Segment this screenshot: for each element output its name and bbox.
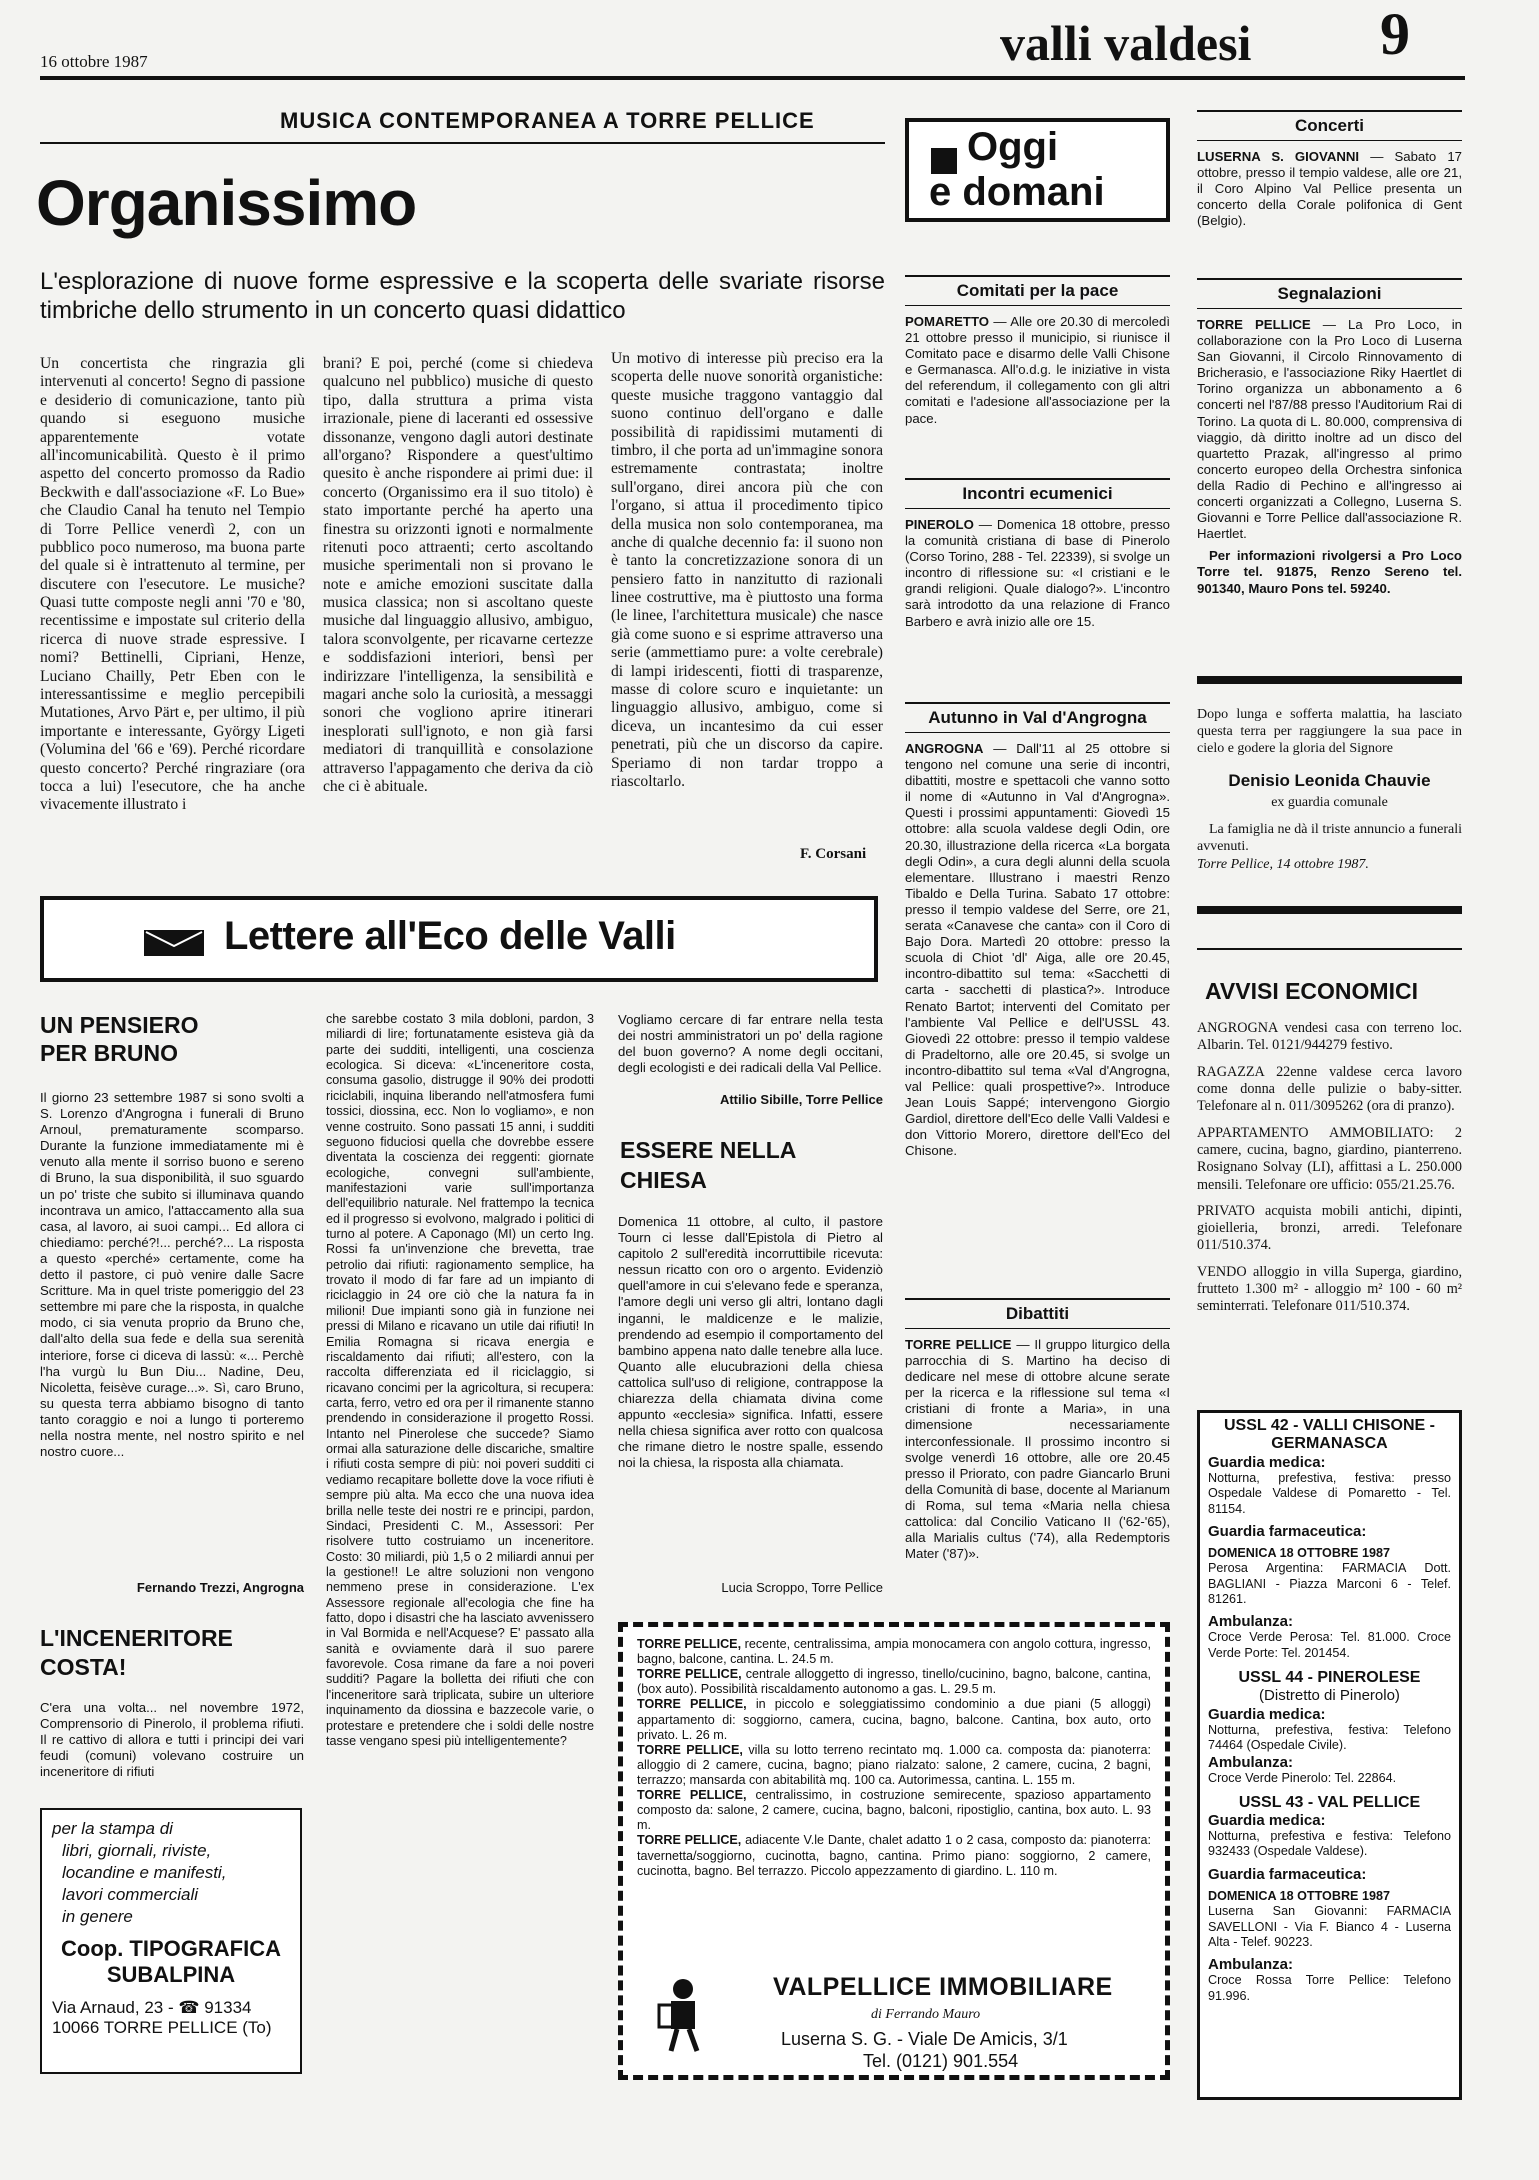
immo-name: VALPELLICE IMMOBILIARE — [773, 1973, 1113, 2001]
obit-role: ex guardia comunale — [1271, 795, 1388, 811]
ussl44-amb: Croce Verde Pinerolo: Tel. 22864. — [1208, 1770, 1397, 1785]
immo-listing — [637, 1637, 1151, 1667]
segnalazioni-lead: TORRE PELLICE — [1197, 317, 1311, 332]
incen-text-2: che sarebbe costato 3 mila dobloni, pardon, 3 miliardi di lire; fortunatamente esisteva già da parte dei sudditi, intelligenti, una coscienza ecologica. Si diceva: «L'inceneritore costa, consuma gasolio, distrugge il 90% dei prodotti riciclabili, inquina liberando nell'atmosfera fumi tossici, diossina, ecc. Non lo vogliamo», e non venne costruito. Sono passati 15 anni, i sudditi seguono fiduciosi quella che dovrebbe essere diventata la coscienza dei reggenti: giornate ecologiche, convegni sull'ambiente, manifestazioni varie sull'importanza dell'equilibrio naturale. Nel frattempo la tecnica ed il progresso si evolvono, malgrado i politici di turno al potere. A Caponago (MI) un certo Ing. Rossi fa un'invenzione che brevetta, trae petrolio dai rifiuti: ragionamento semplice, ha trovato il modo di far fare ad un impianto di riciclaggio in 24 ore ciò che la natura fa in milioni! Due impianti sono già in funzione nei pressi di Milano e ricavano un utile dai rifiuti! In Emilia Romagna si ricava energia e riscaldamento dai rifiuti; all'estero, con la raccolta differenziata ed il riciclaggio, si ricavano concimi per la agricoltura, si recupera: carta, ferro, vetro ed ora per il rimanente stanno prendendo in considerazione il progetto Rossi. Intanto nel Pinerolese che succede? Siamo ormai alla saturazione delle discariche, smaltire i rifiuti costa sempre di più: noi poveri sudditi ci vediamo recapitare bollette dove la voce rifiuti è sempre più alta. Ma ecco che una nuova idea brilla nelle teste dei nostri re e principi, pardon, Sindaci, Presidenti C. M., Assessori: Per risolvere tutto costruiamo un inceneritore. Costo: 30 miliardi, più 1,5 o 2 miliardi annui per la gestione!! Le altre soluzioni non vengono nemmeno prese in considerazione. L'ex Assessore regionale all'ecologia che fine ha fatto, dopo i disastri che ha lasciato avvenissero in Val Bormida e nell'Acquese? E' passato alla sanità e ovviamente darà il suo parere favorevole. Cosa rimane da fare a noi poveri sudditi? Pagare la bolletta dei rifiuti che con l'inceneritore sarà triplicata, subire un ulteriore inquinamento da diossina e bazzecole varie, o protestare e pretendere che i soldi delle nostre tasse vengano spesi più intelligentemente? — [326, 1012, 594, 1748]
avvisi-list — [1197, 1020, 1462, 1325]
ussl42-gf: Perosa Argentina: FARMACIA Dott. BAGLIANI - Piazza Marconi 6 - Telef. 81261. — [1208, 1561, 1451, 1606]
music-title: Organissimo — [36, 167, 417, 239]
concerti-lead: LUSERNA S. GIOVANNI — [1197, 149, 1360, 164]
dibattiti-section — [905, 1298, 1170, 1562]
segnalazioni-section — [1197, 278, 1462, 597]
ussl43-gf-date: DOMENICA 18 OTTOBRE 1987 — [1208, 1888, 1390, 1903]
comitati-text: — Alle ore 20.30 di mercoledì 21 ottobre presso il municipio, si riunisce il Comitato pace e disarmo delle Valli Chisone e Germanasca. All'o.d.g. le iniziative in vista del referendum, il collegamento con gli altri comitati e l'adesione all'associazione per la pace. — [905, 314, 1170, 426]
immobiliare-ad — [618, 1622, 1170, 2080]
immo-listing — [637, 1833, 1151, 1878]
comitati-body — [905, 314, 1170, 427]
music-subtitle: L'esplorazione di nuove forme espressive e la scoperta delle svariate risorse timbriche dello strumento in un concerto quasi didattico — [40, 268, 885, 324]
autunno-text: — Dall'11 al 25 ottobre si tengono nel comune una serie di incontri, dibattiti, mostre e spettacoli che vanno sotto il nome di «Autunno in Val d'Angrogna». Questi i prossimi appuntamenti: Giovedì 15 ottobre: alla scuola valdese degli Odin, ore 20.30, illustrazione della ricerca «La borgata degli Odin», a cura degli alunni della scuola elementare. Illustrano i maestri Renzo Tibaldo e Della Turina. Sabato 17 ottobre: presso il tempio valdese del Serre, ore 21, serata «Canavese che canta» con il Coro di Bajo Dora. Martedì 20 ottobre: presso la scuola di Chiot 'dl' Aiga, alle ore 20.45, incontro-dibattito sul tema: «Sacchetti di carta - sacchetti di plastica?». Introduce Renato Bartot; interventi del Comitato per l'ambiente Val Pellice e dell'USSL 43. Giovedì 22 ottobre: presso il tempio valdese di Pradeltorno, alle ore 20.45, si svolge un incontro-dibattito sul tema «Val d'Angrogna, val Pellice: quali prospettive?». Introduce Jean Louis Sappé; intervengono Giorgio Gardiol, direttore dell'Eco delle Valli Valdesi e don Vittorio Morero, direttore dell'Eco del Chisone. — [905, 741, 1170, 1159]
music-col-1: Un concertista che ringrazia gli intervenuti al concerto! Segno di passione e desiderio di comunicazione, tanto più quando si eseguono musiche apparentemente votate all'incomunicabilità. Questo è il primo aspetto del concerto promosso da Radio Beckwith e dall'associazione «F. Lo Bue» che Claudio Canal ha tenuto nel Tempio di Torre Pellice venerdì 2, con un pubblico poco numeroso, ma buona parte del quale si è intrattenuto al termine, per discutere con l'esecutore. Le musiche? Quasi tutte composte negli anni '70 e '80, recentissime e impostate sul criterio della ricerca di nuove strade espressive. I nomi? Bettinelli, Cipriani, Henze, Luciano Chailly, Petr Eben con le interessantissime e meglio percepibili Mutationes, Arvo Pärt e, per ultimo, il più importante e interessante, György Ligeti (Volumina del '66 e '69). Perché ricordare questo concerto? Perché ringraziare (ora tocca a lui) l'esecutore, che ha anche vivacemente illustrato i — [40, 355, 305, 814]
immo-lead: TORRE PELLICE, — [637, 1667, 742, 1682]
gf-label: Guardia farmaceutica: — [1208, 1865, 1367, 1883]
avvisi-item: VENDO alloggio in villa Superga, giardino, frutteto 1.300 m² - alloggio m² 100 - 60 m² seminterrati. Telefonare 011/510.374. — [1197, 1263, 1462, 1315]
segnalazioni-info: Per informazioni rivolgersi a Pro Loco Torre tel. 91875, Renzo Sereno tel. 901340, Mauro Pons tel. 59240. — [1197, 548, 1462, 596]
ussl42-amb: Croce Verde Perosa: Tel. 81.000. Croce Verde Porte: Tel. 201454. — [1208, 1630, 1451, 1660]
ussl43-gm: Notturna, prefestiva e festiva: Telefono 932433 (Ospedale Valdese). — [1208, 1829, 1451, 1859]
ecumenici-body — [905, 517, 1170, 630]
comitati-lead: POMARETTO — [905, 314, 990, 329]
ussl43-amb: Croce Rossa Torre Pellice: Telefono 91.996. — [1208, 1973, 1451, 2003]
chiesa-title: ESSERE NELLA CHIESA — [620, 1137, 796, 1193]
incen-title: L'INCENERITORE COSTA! — [40, 1625, 233, 1680]
amb-label: Ambulanza: — [1208, 1753, 1294, 1771]
immo-text: recente, centralissima, ampia monocamera con angolo cottura, ingresso, bagno, balcone, cantina. L. 24.5 m. — [637, 1637, 1151, 1667]
autunno-section — [905, 702, 1170, 1159]
tipografica-line: lavori commerciali — [62, 1885, 199, 1905]
dibattiti-text: — Il gruppo liturgico della parrocchia di S. Martino ha deciso di dedicare nel mese di ottobre alcune serate per la ricerca e la riflessione sul tema «I cristiani di fronte a Maria», in una dimensione necessariamente interconfessionale. Il prossimo incontro si svolge venerdì 16 ottobre, alle ore 20.45 presso il Priorato, con padre Giancarlo Bruni della Comunità di base, docente al Marianum di Roma, sul tema «Maria nella chiesa cattolica: dal Concilio Vaticano II ('62-'65), alla Marialis cultus ('74), alla Redemptoris Mater ('87)». — [905, 1337, 1170, 1562]
segnalazioni-text: — La Pro Loco, in collaborazione con la Pro Loco di Luserna San Giovanni, il Circolo Rinnovamento di Bricherasio, e l'associazione Riky Haertlet di Torino organizza un abbonamento a 6 concerti nel l'87/88 presso l'Auditorium Rai di Torino. La quota di L. 80.000, comprensiva di viaggio, dà diritto inoltre ad un disco del quartetto Prazak, all'ingresso al primo concerto europeo della Orchestra sinfonica della Radio di Pechino e all'ingresso ai concerti organizzati a Collegno, Luserna S. Giovanni e Torre Pellice dall'associazione R. Haertlet. — [1197, 317, 1462, 542]
dibattiti-body — [905, 1337, 1170, 1562]
ussl44-heading: USSL 44 - PINEROLESE — [1238, 1669, 1421, 1687]
tipografica-name-1: Coop. TIPOGRAFICA — [61, 1936, 281, 1962]
gf-label: Guardia farmaceutica: — [1208, 1522, 1367, 1540]
music-kicker: MUSICA CONTEMPORANEA A TORRE PELLICE — [280, 108, 815, 133]
tipografica-addr-1: Via Arnaud, 23 - ☎ 91334 — [52, 1998, 252, 2018]
bruno-sign: Fernando Trezzi, Angrogna — [136, 1580, 304, 1595]
immo-listing — [637, 1743, 1151, 1788]
obit-name: Denisio Leonida Chauvie — [1228, 771, 1431, 791]
avvisi-rule — [1197, 948, 1462, 950]
immo-lead: TORRE PELLICE, — [637, 1742, 743, 1757]
avvisi-item: ANGROGNA vendesi casa con terreno loc. Albarin. Tel. 0121/944279 festivo. — [1197, 1020, 1462, 1054]
dibattiti-lead: TORRE PELLICE — [905, 1337, 1012, 1352]
avvisi-item: PRIVATO acquista mobili antichi, dipinti, gioielleria, bronzi, arredi. Telefonare 011/510.374. — [1197, 1202, 1462, 1254]
obit-place: Torre Pellice, 14 ottobre 1987. — [1197, 857, 1369, 873]
gm-label: Guardia medica: — [1208, 1453, 1326, 1471]
ecumenici-heading: Incontri ecumenici — [905, 478, 1170, 509]
immo-owner: di Ferrando Mauro — [871, 2007, 981, 2022]
immo-text: adiacente V.le Dante, chalet adatto 1 o 2 casa, composto da: pianoterra: tavernetta/soggiorno, cucinotta, bagno, cantina. Primo piano: soggiorno, 2 camere, cucinotta, bagno. Bel terrazzo. Piccolo appezzamento di giardino. L. 110 m. — [637, 1833, 1151, 1878]
concerti-text: — Sabato 17 ottobre, presso il tempio valdese, alle ore 21, il Coro Alpino Val Pellice presenta un concerto della Corale polifonica di Gent (Belgio). — [1197, 149, 1462, 229]
masthead-date: 16 ottobre 1987 — [40, 52, 148, 71]
immo-text: villa su lotto terreno recintato mq. 1.000 ca. composta da: pianoterra: alloggio di 2 camere, cucina, bagno; piano rialzato: salone, 2 camere, cucina, 2 bagni, terrazzo; mansarda con abitabilità mq. 100 ca. Autorimessa, cantina. L. 155 m. — [637, 1742, 1151, 1787]
concerti-body — [1197, 149, 1462, 229]
oggi-box — [905, 118, 1170, 222]
concerti-section — [1197, 110, 1462, 229]
music-col-2: brani? E poi, perché (come si chiedeva qualcuno nel pubblico) musiche di questo tipo, dalla struttura a prima vista irrazionale, piene di laceranti ed ossessive dissonanze, vengono dagli autori destinate all'organo? Rispondere a quest'ultimo quesito è anche rispondere ai primi due: il concerto (Organissimo era il suo titolo) è stato importante perché ha aperto una finestra su orizzonti ignoti e normalmente ritenuti poco attraenti; certo ascoltando musiche sperimentali non si provano le note e amiche emozioni suscitate dalla musica classica; non si ascoltano queste musiche dal linguaggio allusivo, ambiguo, talora sconvolgente, per ricavarne certezze e soddisfazioni interiori, bensì per indirizzare l'intelligenza, la sensibilità e magari anche solo la curiosità, a messaggi sonori che vogliono aprire itinerari inesplorati sull'ignoto, e non già farsi mediatori di tranquillità e consolazione attraverso l'appagamento che deriva da ciò che ci è abituale. — [323, 355, 593, 795]
tipografica-name-2: SUBALPINA — [106, 1962, 236, 1988]
ussl42-gm: Notturna, prefestiva, festiva: presso Ospedale Valdese di Pomaretto - Tel. 81154. — [1208, 1470, 1451, 1516]
immo-lead: TORRE PELLICE, — [637, 1697, 747, 1712]
obit-text: Dopo lunga e sofferta malattia, ha lasciato questa terra per raggiungere la sua pace in cielo e godere la gloria del Signore — [1197, 707, 1462, 757]
lettere-banner-title: Lettere all'Eco delle Valli — [224, 914, 676, 958]
immo-lead: TORRE PELLICE, — [637, 1833, 742, 1848]
immo-text: in piccolo e soleggiatissimo condominio a due piani (5 alloggi) appartamento di: soggiorno, camera, cucina, bagno, balcone. Cantina, box auto, orto privato. L. 26 m. — [637, 1697, 1151, 1742]
oggi-box-line1: Oggi — [967, 125, 1059, 169]
immo-listing — [637, 1788, 1151, 1833]
immo-text: centrale alloggetto di ingresso, tinello/cucinino, bagno, balcone, cantina, (box auto). Possibilità riscaldamento autonomo a gas. L. 29.5 m. — [637, 1667, 1152, 1697]
ussl42-heading: USSL 42 - VALLI CHISONE - GERMANASCA — [1224, 1417, 1435, 1453]
gm-label: Guardia medica: — [1208, 1812, 1326, 1830]
masthead-rule — [40, 76, 1465, 80]
segnalazioni-body — [1197, 317, 1462, 542]
incen-sign: Attilio Sibille, Torre Pellice — [719, 1092, 883, 1107]
obit-family: La famiglia ne dà il triste annuncio a funerali avvenuti. — [1197, 822, 1462, 855]
incen-text-3: Vogliamo cercare di far entrare nella testa dei nostri amministratori un po' della ragione del buon governo? A nome degli occitani, degli ecologisti e dei radicali della Val Pellice. — [618, 1012, 883, 1076]
masthead-page: 9 — [1380, 1, 1410, 67]
autunno-body — [905, 741, 1170, 1159]
immo-lead: TORRE PELLICE, — [637, 1788, 747, 1803]
obit-top-rule — [1197, 676, 1462, 684]
gm-label: Guardia medica: — [1208, 1706, 1326, 1724]
envelope-icon — [144, 930, 204, 956]
ussl43-heading: USSL 43 - VAL PELLICE — [1238, 1794, 1421, 1812]
immo-tel: Tel. (0121) 901.554 — [863, 2051, 1019, 2071]
ecumenici-lead: PINEROLO — [905, 517, 974, 532]
lettere-banner — [40, 896, 878, 982]
concerti-heading: Concerti — [1197, 110, 1462, 141]
music-col-3: Un motivo di interesse più preciso era la scoperta delle nuove sonorità organistiche: queste musiche traggono vantaggio dal suono continuo dell'organo e dalle possibilità di rapidissimi mutamenti di timbro, il che porta ad un'immagine sonora estremamente contrastata; inoltre sull'organo, direi ancora più che con l'organo, si attua il procedimento tipico della musica non solo contemporanea, ma anche di qualche decennio fa: il suono non è tanto la concretizzazione sonora di un pensiero fatto in nanzitutto di razionali linee costruttive, ma è piuttosto una forma (le linee, l'architettura musicale) che nasce già come suono e si esprime attraverso una serie (ammettiamo pure: a volte cerebrale) di lampi iridescenti, fiotti di trasparenze, masse di colore scuro e inquietante: un linguaggio allusivo, ambiguo, come si diceva, un incantesimo da cui esser penetrati, più che un discorso da capire. Speriamo di non tardar troppo a riascoltarlo. — [611, 350, 883, 790]
bruno-text: Il giorno 23 settembre 1987 si sono svolti a S. Lorenzo d'Angrogna i funerali di Bruno Arnoul, prematuramente scomparso. Durante la funzione immediatamente mi è venuto alla mente il sorriso buono e sereno di Bruno, la sua disponibilità, il suo sguardo un po' triste che subito si illuminava quando incontrava un amico, l'attaccamento alla sua casa, al lavoro, ai suoi campi... Ed allora ci chiediamo: perché?!... perché?... La risposta a questo «perché» certamente, come ha detto il pastore, ci può venire dalle Sacre Scritture. Ma in quel triste pomeriggio del 23 settembre mi pare che la risposta, in qualche modo, ci sia venuta proprio da Bruno che, dall'alto della sua fede e della sua serenità interiore, forse ci diceva di lassù: «... Perchè l'ha vurgù lu Bun Diu... Nadine, Deu, Nicoletta, feisève curage...». Sì, caro Bruno, su questa terra abbiamo bisogno di tanto tanto coraggio e noi a lungo ti porteremo nella nostra mente, nel nostro spirito e nel nostro cuore... — [40, 1090, 304, 1460]
amb-label: Ambulanza: — [1208, 1956, 1294, 1974]
immo-text: centralissimo, in costruzione semirecente, spazioso appartamento composto da: salone, 2 camere, cucina, bagno, balconi, ripostiglio, cantina, box auto. L. 93 m. — [637, 1788, 1151, 1833]
ussl42-gf-date: DOMENICA 18 OTTOBRE 1987 — [1208, 1545, 1390, 1560]
obituary — [1197, 706, 1462, 873]
avvisi-heading: AVVISI ECONOMICI — [1205, 978, 1418, 1004]
immo-addr: Luserna S. G. - Viale De Amicis, 3/1 — [781, 2029, 1068, 2049]
tipografica-line: locandine e manifesti, — [62, 1863, 227, 1883]
autunno-lead: ANGROGNA — [905, 741, 984, 756]
tipografica-addr-2: 10066 TORRE PELLICE (To) — [52, 2018, 272, 2038]
ussl43-gf: Luserna San Giovanni: FARMACIA SAVELLONI - Via F. Bianco 4 - Luserna Alta - Telef. 90223. — [1208, 1904, 1451, 1949]
ussl44-gm: Notturna, prefestiva, festiva: Telefono 74464 (Ospedale Civile). — [1208, 1723, 1451, 1753]
segnalazioni-heading: Segnalazioni — [1197, 278, 1462, 309]
chiesa-sign: Lucia Scroppo, Torre Pellice — [721, 1580, 883, 1595]
chiesa-text: Domenica 11 ottobre, al culto, il pastore Tourn ci lesse dall'Epistola di Pietro al capitolo 2 sull'eredità incorruttibile ricevuta: nessun ricatto con oro o argento. Evidenziò quell'amore in cui s'elevano fede e speranza, l'amore degli uni verso gli altri, lontano dagli inganni, le maldicenze e le malizie, prendendo ad esempio il comportamento del bambino appena nato dalle tenebre alla luce. Quanto alle elucubrazioni della chiesa cattolica sull'uso di religione, contrappose la chiarezza della chiamata divina come appunto «ecclesia» significa. Infatti, essere nella chiesa significa aver rotto con qualcosa che rimane dietro le nostre spalle, essendo noi la chiesa, la risposta alla chiamata. — [618, 1214, 883, 1471]
music-kicker-rule — [40, 142, 885, 144]
avvisi-item: RAGAZZA 22enne valdese cerca lavoro come donna delle pulizie o baby-sitter. Telefonare al n. 011/3095262 (ora di pranzo). — [1197, 1063, 1462, 1115]
immo-listing — [637, 1667, 1151, 1697]
comitati-section — [905, 275, 1170, 427]
tipografica-line: libri, giornali, riviste, — [62, 1841, 212, 1861]
ecumenici-text: — Domenica 18 ottobre, presso la comunità cristiana di base di Pinerolo (Corso Torino, 288 - Tel. 22339), si svolge un incontro di riflessione su: «I cristiani e le grandi religioni. Quale dialogo?». L'incontro sarà introdotto da una relazione di Franco Barbero e avrà inizio alle ore 15. — [905, 517, 1170, 629]
autunno-heading: Autunno in Val d'Angrogna — [905, 702, 1170, 733]
tipografica-ad — [40, 1808, 302, 2074]
amb-label: Ambulanza: — [1208, 1613, 1294, 1631]
immo-listing — [637, 1697, 1151, 1742]
comitati-heading: Comitati per la pace — [905, 275, 1170, 306]
avvisi-item: APPARTAMENTO AMMOBILIATO: 2 camere, cucina, bagno, giardino, pianterreno. Rosignano Solvay (LI), affittasi a L. 250.000 mensili. Telefonare ore ufficio: 055/21.25.76. — [1197, 1124, 1462, 1193]
tipografica-line: in genere — [62, 1907, 133, 1927]
ussl-box — [1197, 1410, 1462, 2100]
dibattiti-heading: Dibattiti — [905, 1298, 1170, 1329]
bruno-title: UN PENSIERO PER BRUNO — [40, 1012, 199, 1066]
ussl44-sub: (Distretto di Pinerolo) — [1259, 1687, 1400, 1705]
immo-lead: TORRE PELLICE, — [637, 1637, 742, 1651]
ecumenici-section — [905, 478, 1170, 630]
masthead-title: valli valdesi — [1000, 15, 1252, 71]
music-author: F. Corsani — [800, 846, 867, 862]
porter-figure-icon — [653, 1975, 713, 2055]
obit-bottom-rule — [1197, 906, 1462, 914]
oggi-box-line2: e domani — [929, 170, 1105, 214]
incen-text-1: C'era una volta... nel novembre 1972, Comprensorio di Pinerolo, il problema rifiuti. Il re cattivo di allora e tutti i principi dei vari feudi (comuni) volevano costruire un inceneritore di rifiuti — [40, 1700, 304, 1780]
tipografica-line: per la stampa di — [52, 1819, 173, 1838]
